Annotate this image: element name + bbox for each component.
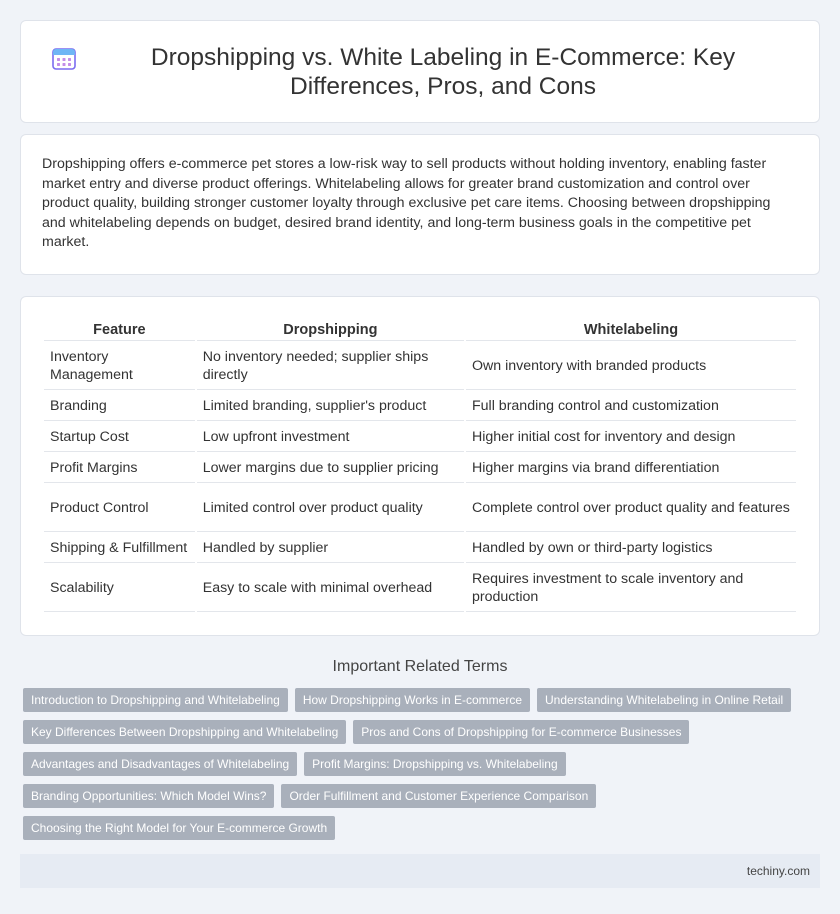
feature-cell: Profit Margins (44, 454, 195, 483)
dropshipping-cell: Limited control over product quality (197, 485, 464, 532)
table-row (44, 534, 796, 563)
dropshipping-cell: Handled by supplier (197, 534, 464, 563)
table-row (44, 343, 796, 390)
dropshipping-cell: No inventory needed; supplier ships directly (197, 343, 464, 390)
whitelabeling-cell: Higher margins via brand differentiation (466, 454, 796, 483)
table-row (44, 485, 796, 532)
related-term-tag[interactable]: Order Fulfillment and Customer Experience Comparison (281, 784, 596, 808)
footer (20, 854, 820, 888)
whitelabeling-cell: Full branding control and customization (466, 392, 796, 421)
footer-site-name[interactable]: techiny.com (746, 863, 810, 878)
feature-cell: Shipping & Fulfillment (44, 534, 195, 563)
dropshipping-cell: Limited branding, supplier's product (197, 392, 464, 421)
table-row (44, 565, 796, 612)
related-term-tag[interactable]: How Dropshipping Works in E-commerce (295, 688, 530, 712)
table-header-row (44, 321, 796, 341)
related-term-tag[interactable]: Introduction to Dropshipping and Whitelabeling (23, 688, 288, 712)
feature-cell: Scalability (44, 565, 195, 612)
header-whitelabeling: Whitelabeling (466, 321, 796, 341)
whitelabeling-cell: Handled by own or third-party logistics (466, 534, 796, 563)
related-term-tag[interactable]: Understanding Whitelabeling in Online Retail (537, 688, 791, 712)
header-inner (51, 43, 789, 101)
feature-cell: Inventory Management (44, 343, 195, 390)
whitelabeling-cell: Complete control over product quality and features (466, 485, 796, 532)
feature-cell: Branding (44, 392, 195, 421)
table-row (44, 392, 796, 421)
header-dropshipping: Dropshipping (197, 321, 464, 341)
related-terms-section (20, 658, 820, 848)
related-term-tag[interactable]: Branding Opportunities: Which Model Wins? (23, 784, 274, 808)
related-terms-tags (20, 688, 820, 848)
header-card (20, 20, 820, 123)
feature-cell: Product Control (44, 485, 195, 532)
related-term-tag[interactable]: Choosing the Right Model for Your E-commerce Growth (23, 816, 335, 840)
dropshipping-cell: Lower margins due to supplier pricing (197, 454, 464, 483)
feature-cell: Startup Cost (44, 423, 195, 452)
related-term-tag[interactable]: Key Differences Between Dropshipping and Whitelabeling (23, 720, 346, 744)
dropshipping-cell: Low upfront investment (197, 423, 464, 452)
comparison-table (42, 319, 798, 614)
intro-card (20, 134, 820, 275)
table-row (44, 454, 796, 483)
related-term-tag[interactable]: Profit Margins: Dropshipping vs. Whitelabeling (304, 752, 565, 776)
related-term-tag[interactable]: Advantages and Disadvantages of Whitelabeling (23, 752, 297, 776)
intro-paragraph: Dropshipping offers e-commerce pet stores a low-risk way to sell products without holding inventory, enabling faster market entry and diverse product offerings. Whitelabeling allows for greater brand customization and control over product quality, building stronger customer loyalty through exclusive pet care items. Choosing between dropshipping and whitelabeling depends on budget, desired brand identity, and long-term business goals in the competitive pet market. (42, 156, 771, 251)
comparison-table-card (20, 296, 820, 636)
dropshipping-cell: Easy to scale with minimal overhead (197, 565, 464, 612)
whitelabeling-cell: Own inventory with branded products (466, 343, 796, 390)
header-feature: Feature (44, 321, 195, 341)
table-row (44, 423, 796, 452)
related-terms-heading: Important Related Terms (332, 657, 508, 675)
page-title: Dropshipping vs. White Labeling in E-Commerce: Key Differences, Pros, and Cons (150, 43, 736, 100)
related-term-tag[interactable]: Pros and Cons of Dropshipping for E-commerce Businesses (353, 720, 689, 744)
whitelabeling-cell: Requires investment to scale inventory and production (466, 565, 796, 612)
whitelabeling-cell: Higher initial cost for inventory and design (466, 423, 796, 452)
calendar-icon (51, 45, 77, 71)
